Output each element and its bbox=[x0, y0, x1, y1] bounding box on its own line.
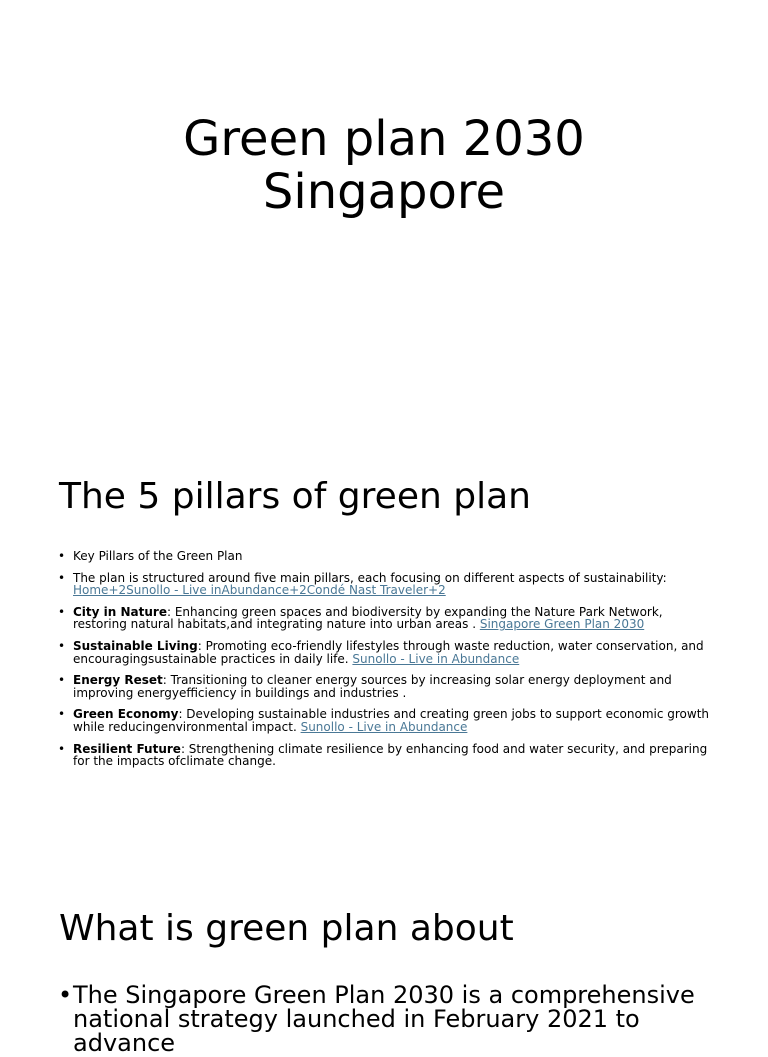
list-item-energy-reset bbox=[58, 674, 718, 699]
about-heading: What is green plan about bbox=[59, 908, 514, 949]
source-link[interactable]: Sunollo - Live in Abundance bbox=[300, 719, 468, 734]
source-link[interactable]: Singapore Green Plan 2030 bbox=[479, 617, 645, 632]
pillar-name: Energy Reset bbox=[73, 673, 163, 688]
source-link[interactable]: Sunollo - Live in Abundance bbox=[352, 651, 520, 666]
list-item-green-economy bbox=[58, 708, 718, 733]
pillar-text: : Developing sustainable industries and creating green jobs to support economic growth while reducingenvironmental impact. bbox=[73, 707, 710, 734]
pillar-name: Green Economy bbox=[73, 707, 179, 722]
slide-title bbox=[0, 113, 768, 219]
structure-text: The plan is structured around five main pillars, each focusing on different aspects of sustainability: bbox=[73, 570, 667, 585]
key-pillars-text: Key Pillars of the Green Plan bbox=[73, 549, 243, 563]
pillars-list bbox=[58, 550, 718, 777]
list-item-key-pillars bbox=[58, 550, 718, 563]
list-item-city-in-nature bbox=[58, 606, 718, 631]
list-item-structure bbox=[58, 572, 718, 597]
about-list bbox=[58, 983, 748, 1055]
pillars-heading: The 5 pillars of green plan bbox=[59, 476, 531, 517]
pillar-text: : Strengthening climate resilience by enhancing food and water security, and preparing for the impacts ofclimate change. bbox=[73, 741, 708, 769]
pillar-text: : Enhancing green spaces and biodiversity by expanding the Nature Park Network, restoring natural habitats,and integrating nature into urban areas . bbox=[73, 604, 663, 632]
list-item-about bbox=[58, 983, 748, 1055]
pillar-name: Resilient Future bbox=[73, 741, 181, 756]
pillar-name: City in Nature bbox=[73, 604, 167, 619]
list-item-resilient-future bbox=[58, 743, 718, 768]
title-line-2: Singapore bbox=[262, 164, 506, 220]
source-links[interactable]: Home+2Sunollo - Live inAbundance+2Condé Nast Traveler+2 bbox=[73, 583, 446, 598]
list-item-sustainable-living bbox=[58, 640, 718, 665]
pillar-name: Sustainable Living bbox=[73, 638, 198, 653]
pillar-text: : Promoting eco-friendly lifestyles through waste reduction, water conservation, and encouragingsustainable practices in daily life. bbox=[73, 638, 704, 666]
pillar-text: : Transitioning to cleaner energy sources by increasing solar energy deployment and improving energyefficiency in buildings and industries . bbox=[73, 673, 672, 700]
about-text: The Singapore Green Plan 2030 is a comprehensive national strategy launched in February 2021 to advance bbox=[73, 981, 695, 1057]
title-line-1: Green plan 2030 bbox=[183, 111, 585, 167]
